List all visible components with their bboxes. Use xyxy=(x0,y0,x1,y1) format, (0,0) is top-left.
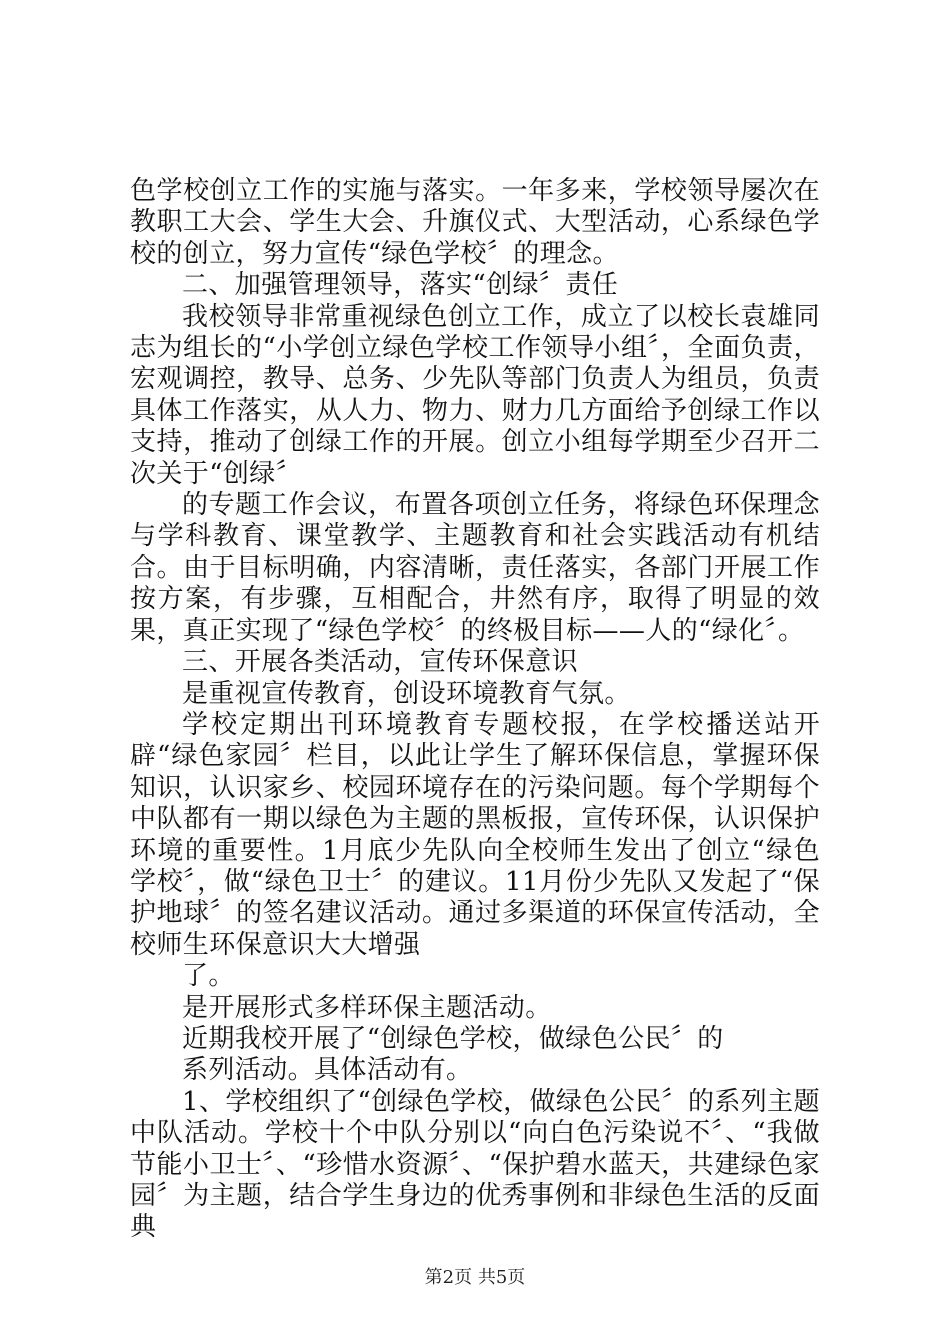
page-footer: 第2页 共5页 xyxy=(424,1267,526,1288)
paragraph-publicity-end: 了。 xyxy=(182,961,235,992)
paragraph-intro-continued: 色学校创立工作的实施与落实。一年多来，学校领导屡次在教职工大会、学生大会、升旗仪式、大型活动，心系绿色学校的创立，努力宣传“绿色学校〞的理念。 xyxy=(130,176,820,269)
paragraph-meetings: 的专题工作会议，布置各项创立任务，将绿色环保理念与学科教育、课堂教学、主题教育和社会实践活动有机结合。由于目标明确，内容清晰，责任落实，各部门开展工作按方案，有步骤，互相配合，井然有序，取得了明显的效果，真正实现了“绿色学校〞的终极目标——人的“绿化〞。 xyxy=(130,490,820,646)
paragraph-activities-intro: 近期我校开展了“创绿色学校，做绿色公民〞的 xyxy=(182,1023,724,1054)
paragraph-publicity-detail: 学校定期出刊环境教育专题校报，在学校播送站开辟“绿色家园〞栏目，以此让学生了解环保信息，掌握环保知识，认识家乡、校园环境存在的污染问题。每个学期每个中队都有一期以绿色为主题的黑板报，宣传环保，认识保护环境的重要性。1月底少先队向全校师生发出了创立“绿色学校〞，做“绿色卫士〞的建议。11月份少先队又发起了“保护地球〞的签名建议活动。通过多渠道的环保宣传活动，全校师生环保意识大大增强 xyxy=(130,709,820,960)
section-heading-2: 二、加强管理领导，落实“创绿〞责任 xyxy=(182,270,619,301)
document-body xyxy=(130,176,820,1244)
paragraph-leadership: 我校领导非常重视绿色创立工作，成立了以校长袁雄同志为组长的“小学创立绿色学校工作领导小组〞，全面负责，宏观调控，教导、总务、少先队等部门负责人为组员，负责具体工作落实，从人力、物力、财力几方面给予创绿工作以支持，推动了创绿工作的开展。创立小组每学期至少召开二次关于“创绿〞 xyxy=(130,301,820,489)
paragraph-activities-point: 是开展形式多样环保主题活动。 xyxy=(182,992,552,1023)
paragraph-activities-list-intro: 系列活动。具体活动有。 xyxy=(182,1055,473,1086)
paragraph-activity-1: 1、学校组织了“创绿色学校，做绿色公民〞的系列主题中队活动。学校十个中队分别以“向白色污染说不〞、“我做节能小卫士〞、“珍惜水资源〞、“保护碧水蓝天，共建绿色家园〞为主题，结合学生身边的优秀事例和非绿色生活的反面典 xyxy=(130,1086,820,1243)
section-heading-3: 三、开展各类活动，宣传环保意识 xyxy=(182,647,579,678)
paragraph-publicity-point: 是重视宣传教育，创设环境教育气氛。 xyxy=(182,678,631,709)
